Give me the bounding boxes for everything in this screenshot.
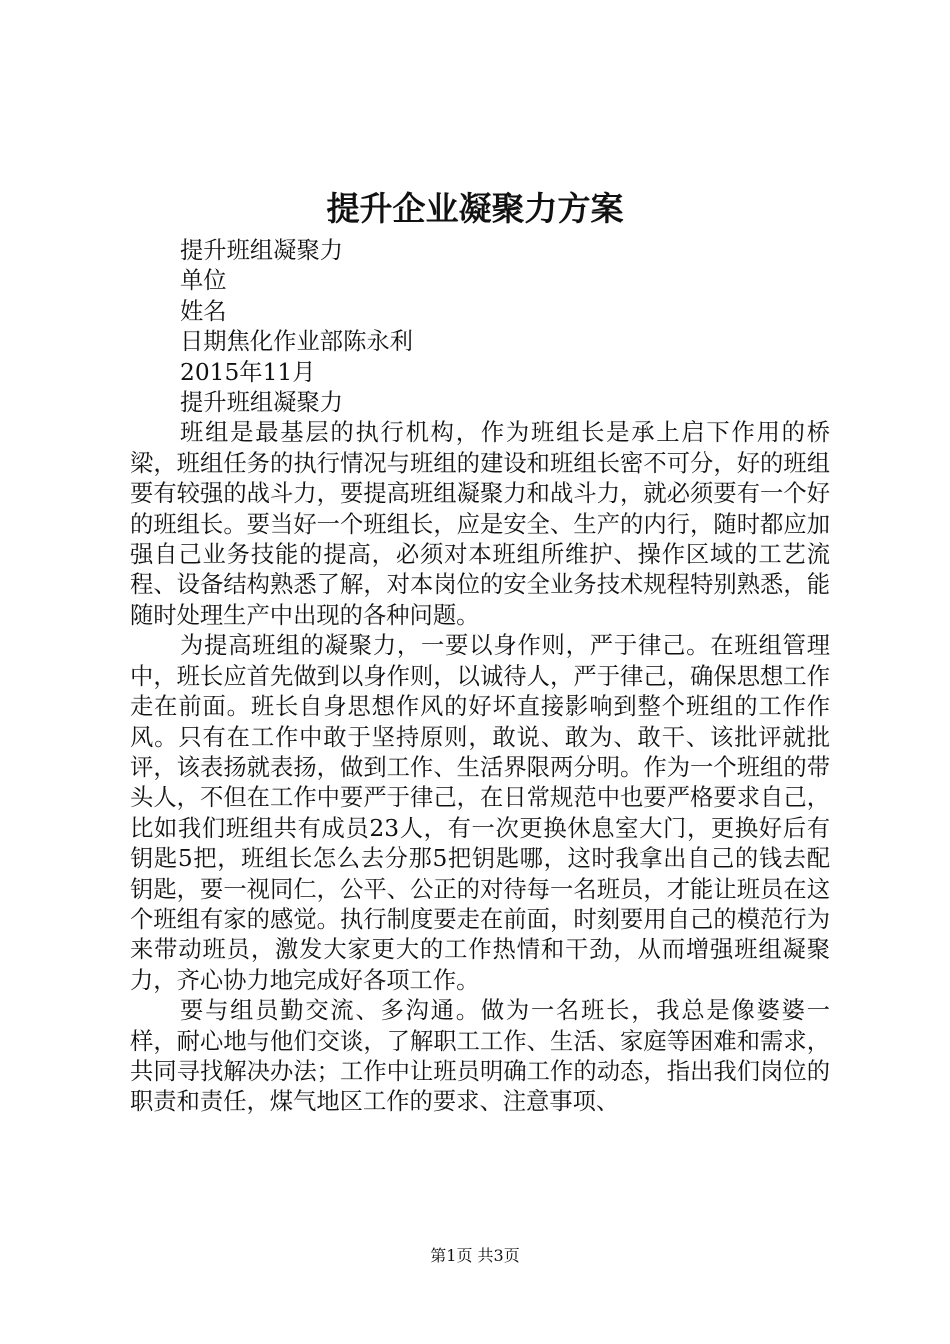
document-title: 提升企业凝聚力方案 [326,189,624,228]
document-body [130,236,830,1118]
body-paragraph: 要与组员勤交流、多沟通。做为一名班长，我总是像婆婆一样，耐心地与他们交谈，了解职工工作、生活、家庭等困难和需求，共同寻找解决办法；工作中让班员明确工作的动态，指出我们岗位的职责和责任，煤气地区工作的要求、注意事项、 [130,997,830,1116]
header-line: 姓名 [180,297,227,325]
header-line: 单位 [180,267,227,295]
body-paragraph: 为提高班组的凝聚力，一要以身作则，严于律己。在班组管理中，班长应首先做到以身作则，以诚待人，严于律己，确保思想工作走在前面。班长自身思想作风的好坏直接影响到整个班组的工作作风。只有在工作中敢于坚持原则，敢说、敢为、敢干、该批评就批评，该表扬就表扬，做到工作、生活界限两分明。作为一个班组的带头人，不但在工作中要严于律己，在日常规范中也要严格要求自己，比如我们班组共有成员23人，有一次更换休息室大门，更换好后有钥匙5把，班组长怎么去分那5把钥匙哪，这时我拿出自己的钱去配钥匙，要一视同仁，公平、公正的对待每一名班员，才能让班员在这个班组有家的感觉。执行制度要走在前面，时刻要用自己的模范行为来带动班员，激发大家更大的工作热情和干劲，从而增强班组凝聚力，齐心协力地完成好各项工作。 [130,632,830,994]
header-line: 2015年11月 [180,358,316,386]
header-line: 日期焦化作业部陈永利 [180,328,413,356]
header-line: 提升班组凝聚力 [180,237,344,264]
header-line: 提升班组凝聚力 [180,389,344,417]
page-footer: 第1页 共3页 [430,1246,520,1265]
body-paragraph: 班组是最基层的执行机构，作为班组长是承上启下作用的桥梁，班组任务的执行情况与班组的建设和班组长密不可分，好的班组要有较强的战斗力，要提高班组凝聚力和战斗力，就必须要有一个好的班组长。要当好一个班组长，应是安全、生产的内行，随时都应加强自己业务技能的提高，必须对本班组所维护、操作区域的工艺流程、设备结构熟悉了解，对本岗位的安全业务技术规程特别熟悉，能随时处理生产中出现的各种问题。 [130,419,830,629]
